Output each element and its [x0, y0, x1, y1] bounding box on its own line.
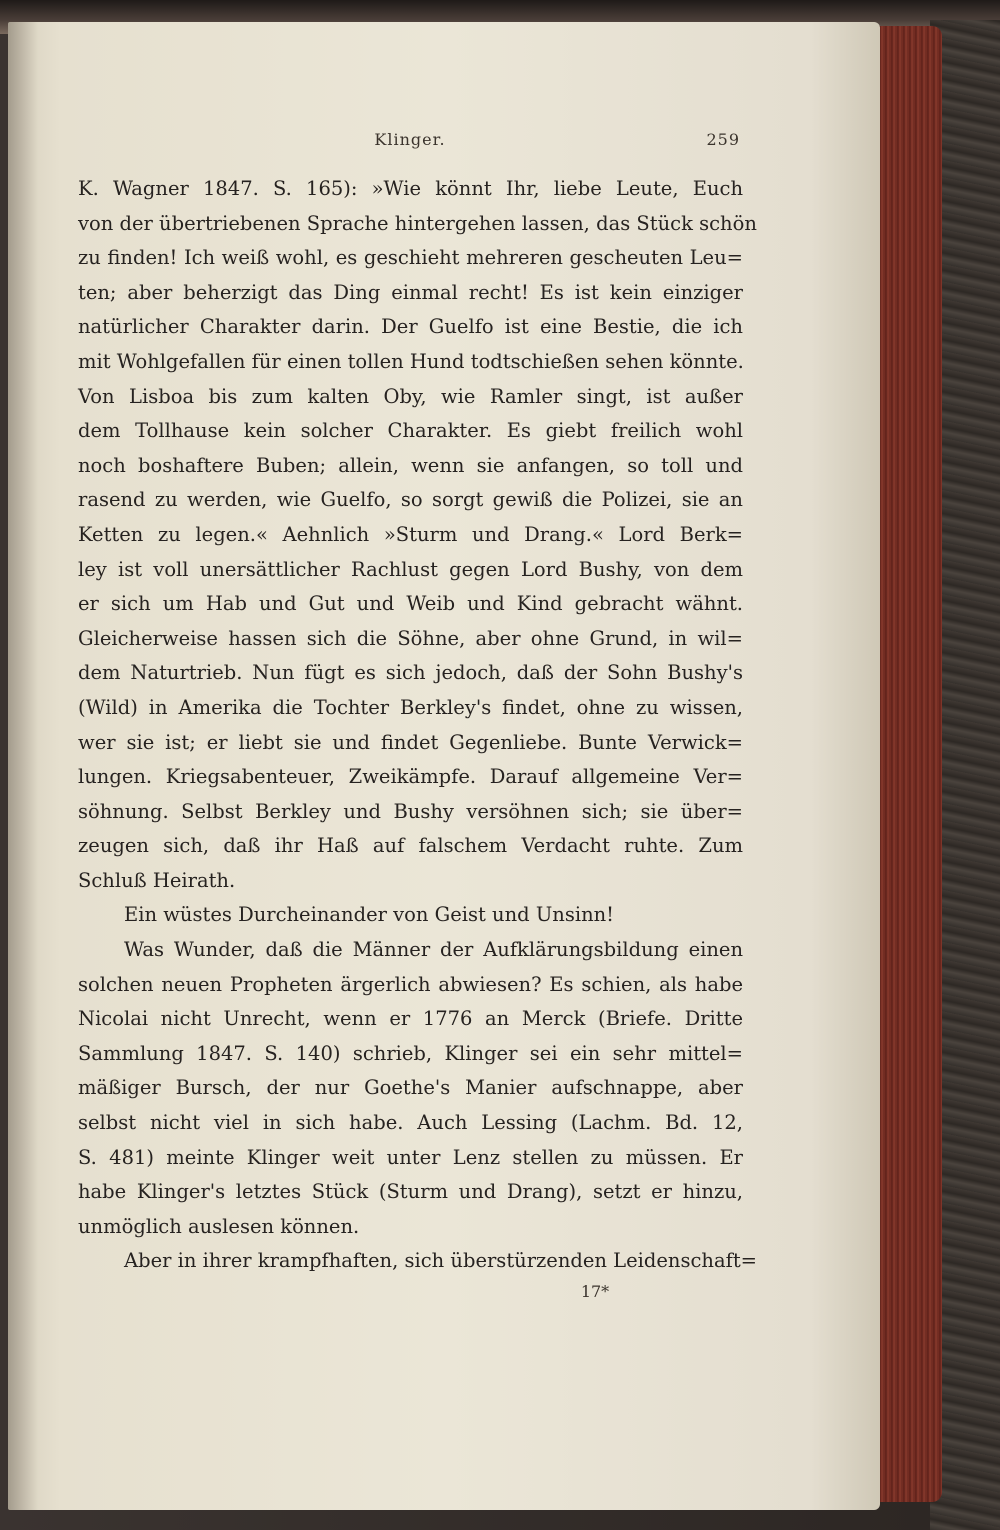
text-line: solchen neuen Propheten ärgerlich abwiesen? Es schien, als habe — [78, 972, 743, 996]
text-line: lungen. Kriegsabenteuer, Zweikämpfe. Darauf allgemeine Ver= — [78, 765, 743, 789]
text-line: wer sie ist; er liebt sie und findet Gegenliebe. Bunte Verwick= — [78, 730, 743, 754]
text-line: S. 481) meinte Klinger weit unter Lenz stellen zu müssen. Er — [78, 1145, 743, 1169]
paragraph-line: Ein wüstes Durcheinander von Geist und Unsinn! — [124, 903, 615, 927]
text-line: natürlicher Charakter darin. Der Guelfo ist eine Bestie, die ich — [78, 315, 743, 339]
text-line: Sammlung 1847. S. 140) schrieb, Klinger sei ein sehr mittel= — [78, 1041, 743, 1065]
text-line: Gleicherweise hassen sich die Söhne, aber ohne Grund, in wil= — [78, 626, 743, 650]
text-line: ten; aber beherzigt das Ding einmal recht! Es ist kein einziger — [78, 280, 743, 304]
text-line: (Wild) in Amerika die Tochter Berkley's findet, ohne zu wissen, — [78, 695, 743, 719]
text-line: zeugen sich, daß ihr Haß auf falschem Verdacht ruhte. Zum — [78, 834, 743, 858]
text-line: mit Wohlgefallen für einen tollen Hund todtschießen sehen könnte. — [78, 349, 744, 373]
page-number: 259 — [706, 130, 740, 149]
text-line: K. Wagner 1847. S. 165): »Wie könnt Ihr, liebe Leute, Euch — [78, 177, 743, 200]
text-line: selbst nicht viel in sich habe. Auch Lessing (Lachm. Bd. 12, — [78, 1111, 743, 1135]
paragraph-end-line: unmöglich auslesen können. — [78, 1214, 360, 1238]
text-line: habe Klinger's letztes Stück (Sturm und Drang), setzt er hinzu, — [78, 1180, 743, 1204]
text-line: dem Tollhause kein solcher Charakter. Es giebt freilich wohl — [78, 419, 743, 443]
text-line: von der übertriebenen Sprache hintergehen lassen, das Stück schön — [78, 211, 757, 235]
body-text — [78, 172, 757, 1279]
text-line: zu finden! Ich weiß wohl, es geschieht mehreren gescheuten Leu= — [78, 246, 743, 270]
text-line: Nicolai nicht Unrecht, wenn er 1776 an Merck (Briefe. Dritte — [78, 1007, 743, 1031]
page-gutter-shadow — [8, 22, 38, 1510]
text-line: mäßiger Bursch, der nur Goethe's Manier aufschnappe, aber — [78, 1076, 743, 1100]
text-line: er sich um Hab und Gut und Weib und Kind gebracht wähnt. — [78, 592, 743, 616]
text-line: dem Naturtrieb. Nun fügt es sich jedoch, daß der Sohn Bushy's — [78, 661, 743, 685]
paragraph-start-line: Was Wunder, daß die Männer der Aufklärungsbildung einen — [124, 938, 743, 962]
text-line: söhnung. Selbst Berkley und Bushy versöhnen sich; sie über= — [78, 799, 743, 823]
running-title: Klinger. — [374, 130, 446, 149]
running-head — [80, 130, 740, 156]
text-line: Ketten zu legen.« Aehnlich »Sturm und Drang.« Lord Berk= — [78, 522, 743, 546]
paragraph-start-line: Aber in ihrer krampfhaften, sich überstürzenden Leidenschaft= — [124, 1249, 757, 1273]
signature-mark: 17* — [580, 1282, 610, 1301]
text-line: ley ist voll unersättlicher Rachlust gegen Lord Bushy, von dem — [78, 557, 743, 581]
paragraph-end-line: Schluß Heirath. — [78, 868, 236, 892]
page-edges — [872, 26, 942, 1502]
text-line: Von Lisboa bis zum kalten Oby, wie Ramler singt, ist außer — [78, 384, 743, 408]
text-line: noch boshaftere Buben; allein, wenn sie anfangen, so toll und — [78, 453, 743, 477]
text-line: rasend zu werden, wie Guelfo, so sorgt gewiß die Polizei, sie an — [78, 488, 743, 512]
